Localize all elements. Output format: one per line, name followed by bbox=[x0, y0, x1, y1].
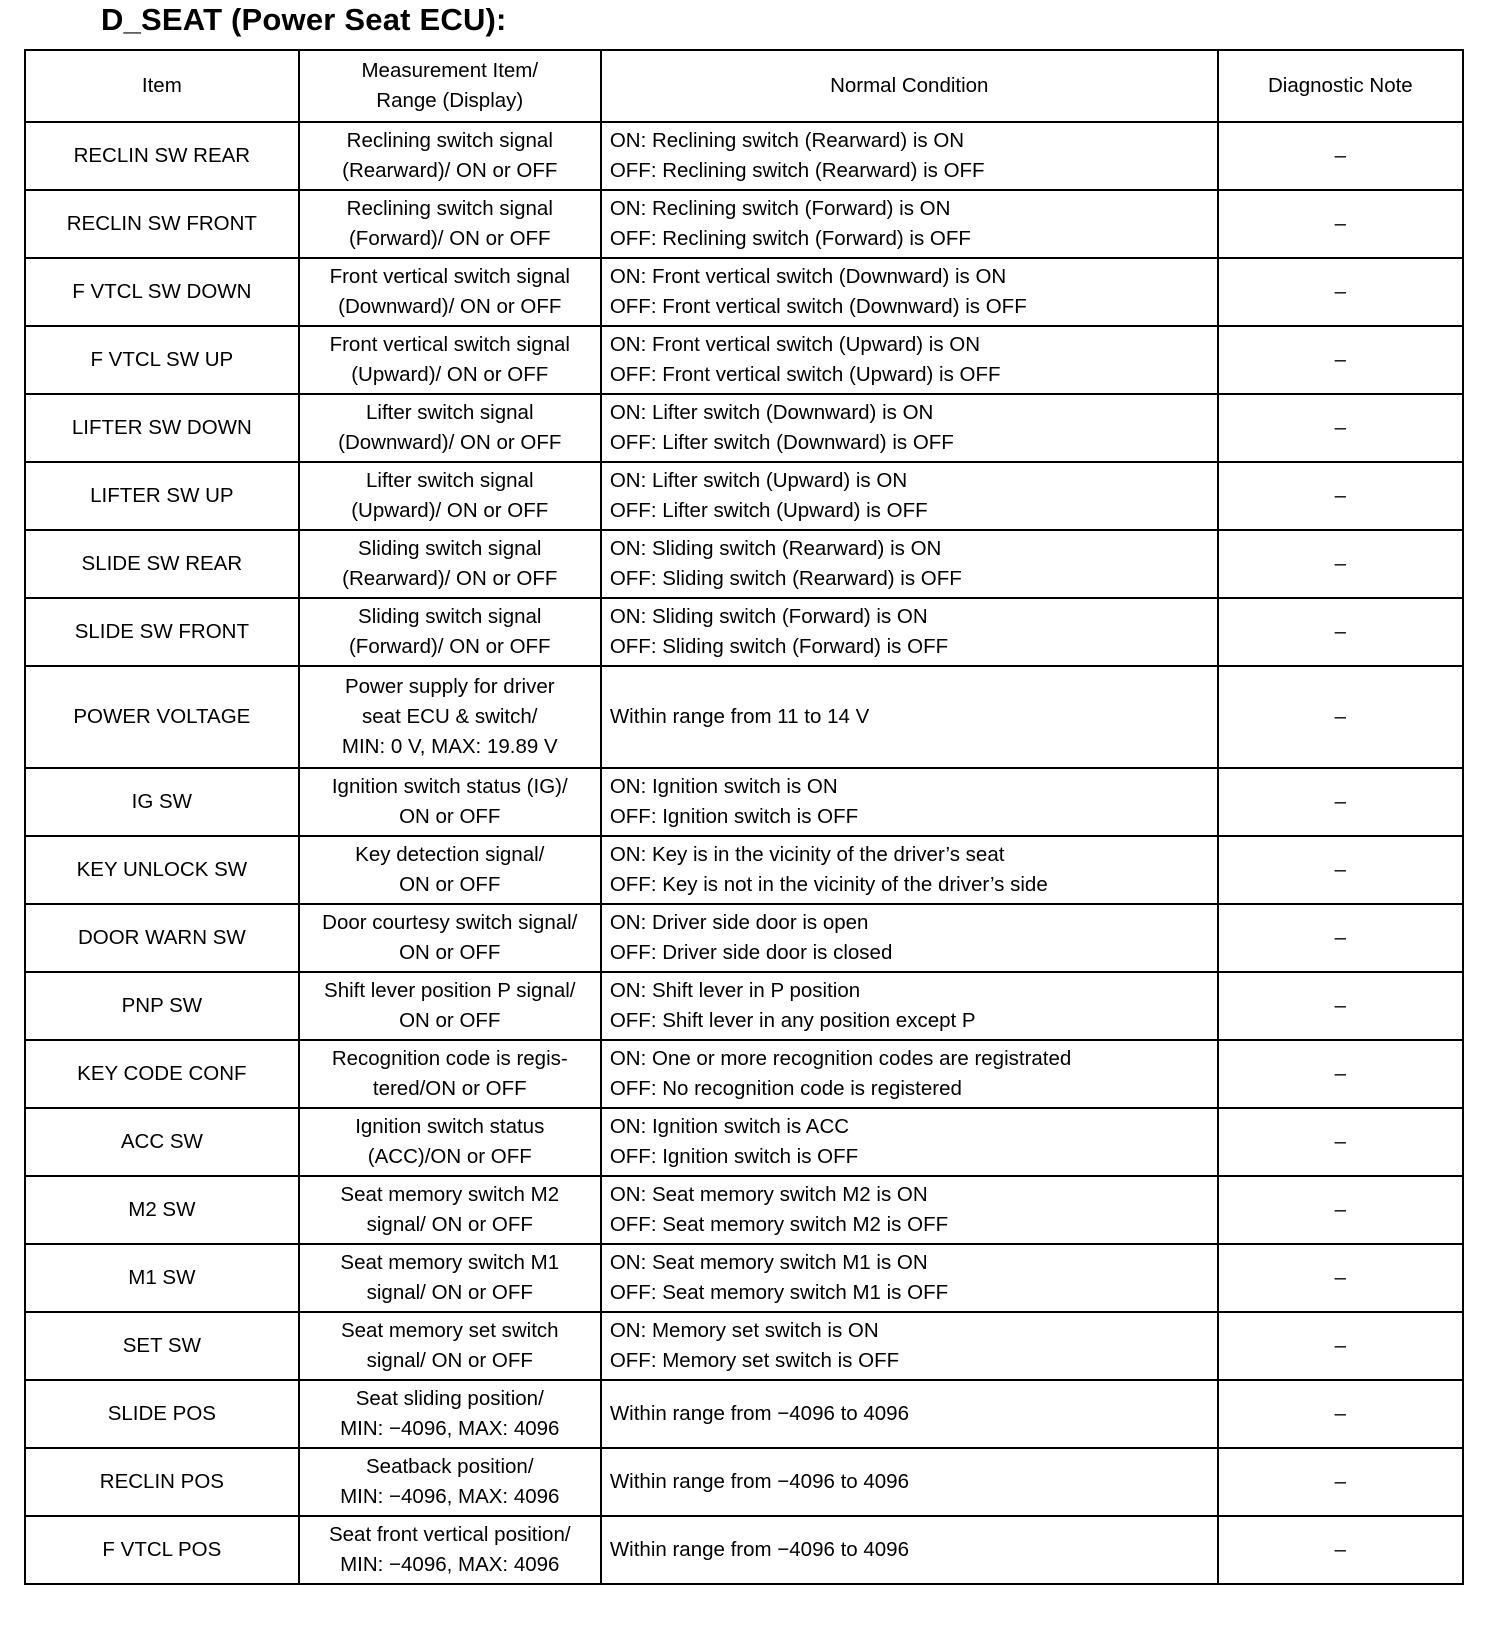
cell-measurement bbox=[299, 904, 601, 972]
condition-line: ON: Key is in the vicinity of the driver’s seat bbox=[609, 843, 1005, 866]
cell-measurement bbox=[299, 666, 601, 768]
condition-line: OFF: Ignition switch is OFF bbox=[609, 805, 859, 828]
measurement-line: Seat memory switch M2 bbox=[340, 1183, 560, 1206]
cell-measurement bbox=[299, 394, 601, 462]
cell-measurement bbox=[299, 972, 601, 1040]
cell-measurement bbox=[299, 1040, 601, 1108]
measurement-line: (Rearward)/ ON or OFF bbox=[342, 567, 558, 590]
cell-note: – bbox=[1218, 836, 1463, 904]
cell-measurement bbox=[299, 768, 601, 836]
cell-note: – bbox=[1218, 666, 1463, 768]
measurement-line: Seat memory set switch bbox=[340, 1319, 559, 1342]
header-item: Item bbox=[25, 50, 299, 122]
cell-condition bbox=[601, 598, 1218, 666]
cell-measurement bbox=[299, 1244, 601, 1312]
condition-line: OFF: Lifter switch (Upward) is OFF bbox=[609, 499, 928, 522]
measurement-line: ON or OFF bbox=[399, 1009, 501, 1032]
cell-measurement bbox=[299, 598, 601, 666]
condition-line: ON: Lifter switch (Upward) is ON bbox=[609, 469, 908, 492]
cell-note: – bbox=[1218, 1516, 1463, 1584]
condition-line: OFF: No recognition code is registered bbox=[609, 1077, 962, 1100]
measurement-line: (Downward)/ ON or OFF bbox=[338, 295, 562, 318]
condition-line: OFF: Seat memory switch M1 is OFF bbox=[609, 1281, 949, 1304]
table-body bbox=[25, 122, 1463, 1584]
condition-line: OFF: Shift lever in any position except P bbox=[609, 1009, 976, 1032]
cell-measurement bbox=[299, 1312, 601, 1380]
cell-item: SLIDE SW REAR bbox=[25, 530, 299, 598]
cell-item: M1 SW bbox=[25, 1244, 299, 1312]
measurement-line: signal/ ON or OFF bbox=[366, 1213, 533, 1236]
condition-line: ON: Seat memory switch M2 is ON bbox=[609, 1183, 928, 1206]
condition-line: ON: Lifter switch (Downward) is ON bbox=[609, 401, 934, 424]
header-note: Diagnostic Note bbox=[1218, 50, 1463, 122]
cell-note: – bbox=[1218, 904, 1463, 972]
header-row bbox=[25, 50, 1463, 122]
cell-note: – bbox=[1218, 1108, 1463, 1176]
measurement-line: Reclining switch signal bbox=[346, 197, 553, 220]
table-row bbox=[25, 1312, 1463, 1380]
condition-line: OFF: Lifter switch (Downward) is OFF bbox=[609, 431, 954, 454]
table-row bbox=[25, 394, 1463, 462]
cell-note: – bbox=[1218, 258, 1463, 326]
condition-line: OFF: Front vertical switch (Downward) is OFF bbox=[609, 295, 1027, 318]
cell-note: – bbox=[1218, 768, 1463, 836]
cell-measurement bbox=[299, 462, 601, 530]
measurement-line: Seat sliding position/ bbox=[355, 1387, 544, 1410]
cell-item: RECLIN SW FRONT bbox=[25, 190, 299, 258]
table-row bbox=[25, 1448, 1463, 1516]
table-row bbox=[25, 122, 1463, 190]
measurement-line: signal/ ON or OFF bbox=[366, 1281, 533, 1304]
condition-line: ON: Ignition switch is ON bbox=[609, 775, 838, 798]
condition-line: ON: Reclining switch (Forward) is ON bbox=[609, 197, 951, 220]
condition-line: OFF: Driver side door is closed bbox=[609, 941, 893, 964]
measurement-line: signal/ ON or OFF bbox=[366, 1349, 533, 1372]
cell-measurement bbox=[299, 1108, 601, 1176]
measurement-line: Sliding switch signal bbox=[358, 605, 542, 628]
condition-line: OFF: Front vertical switch (Upward) is OFF bbox=[609, 363, 1001, 386]
condition-line: ON: Front vertical switch (Downward) is ON bbox=[609, 265, 1007, 288]
cell-note: – bbox=[1218, 1380, 1463, 1448]
cell-condition bbox=[601, 462, 1218, 530]
measurement-line: Shift lever position P signal/ bbox=[324, 979, 576, 1002]
table-row bbox=[25, 836, 1463, 904]
page-title: D_SEAT (Power Seat ECU): bbox=[101, 2, 507, 37]
cell-item: F VTCL SW UP bbox=[25, 326, 299, 394]
measurement-line: Ignition switch status (IG)/ bbox=[331, 775, 568, 798]
cell-item: DOOR WARN SW bbox=[25, 904, 299, 972]
measurement-line: ON or OFF bbox=[399, 805, 501, 828]
cell-condition bbox=[601, 1312, 1218, 1380]
cell-item: SET SW bbox=[25, 1312, 299, 1380]
measurement-line: Door courtesy switch signal/ bbox=[322, 911, 578, 934]
cell-note: – bbox=[1218, 972, 1463, 1040]
condition-line: ON: One or more recognition codes are registrated bbox=[609, 1047, 1072, 1070]
condition-line: OFF: Reclining switch (Forward) is OFF bbox=[609, 227, 971, 250]
cell-condition bbox=[601, 1380, 1218, 1448]
condition-line: ON: Memory set switch is ON bbox=[609, 1319, 879, 1342]
header-measurement bbox=[299, 50, 601, 122]
cell-note: – bbox=[1218, 1448, 1463, 1516]
cell-note: – bbox=[1218, 462, 1463, 530]
table-row bbox=[25, 1108, 1463, 1176]
cell-item: SLIDE POS bbox=[25, 1380, 299, 1448]
table-row bbox=[25, 462, 1463, 530]
measurement-line: MIN: −4096, MAX: 4096 bbox=[340, 1417, 560, 1440]
cell-item: KEY UNLOCK SW bbox=[25, 836, 299, 904]
measurement-line: seat ECU & switch/ bbox=[362, 705, 538, 728]
table-row bbox=[25, 904, 1463, 972]
cell-item: RECLIN SW REAR bbox=[25, 122, 299, 190]
cell-condition bbox=[601, 1176, 1218, 1244]
cell-item: F VTCL POS bbox=[25, 1516, 299, 1584]
cell-measurement bbox=[299, 836, 601, 904]
cell-note: – bbox=[1218, 1244, 1463, 1312]
condition-line: OFF: Key is not in the vicinity of the driver’s side bbox=[609, 873, 1048, 896]
table-row bbox=[25, 1380, 1463, 1448]
table-row bbox=[25, 258, 1463, 326]
cell-condition bbox=[601, 122, 1218, 190]
table-row bbox=[25, 768, 1463, 836]
table-row bbox=[25, 1176, 1463, 1244]
measurement-line: tered/ON or OFF bbox=[372, 1077, 527, 1100]
table-row bbox=[25, 972, 1463, 1040]
condition-line: OFF: Reclining switch (Rearward) is OFF bbox=[609, 159, 985, 182]
condition-line: ON: Seat memory switch M1 is ON bbox=[609, 1251, 928, 1274]
cell-note: – bbox=[1218, 122, 1463, 190]
measurement-line: Seat memory switch M1 bbox=[340, 1251, 560, 1274]
condition-line: ON: Ignition switch is ACC bbox=[609, 1115, 850, 1138]
cell-condition bbox=[601, 1448, 1218, 1516]
cell-condition bbox=[601, 836, 1218, 904]
table-row bbox=[25, 530, 1463, 598]
table-row bbox=[25, 1516, 1463, 1584]
condition-line: ON: Front vertical switch (Upward) is ON bbox=[609, 333, 981, 356]
header-measurement-line: Range (Display) bbox=[376, 89, 524, 112]
condition-line: ON: Sliding switch (Forward) is ON bbox=[609, 605, 928, 628]
cell-condition bbox=[601, 1108, 1218, 1176]
cell-condition bbox=[601, 904, 1218, 972]
measurement-line: MIN: −4096, MAX: 4096 bbox=[340, 1485, 560, 1508]
measurement-line: Power supply for driver bbox=[344, 675, 555, 698]
cell-note: – bbox=[1218, 394, 1463, 462]
cell-condition bbox=[601, 1040, 1218, 1108]
measurement-line: (Upward)/ ON or OFF bbox=[351, 499, 549, 522]
cell-note: – bbox=[1218, 190, 1463, 258]
measurement-line: Front vertical switch signal bbox=[329, 333, 570, 356]
cell-measurement bbox=[299, 1448, 601, 1516]
cell-condition bbox=[601, 530, 1218, 598]
condition-line: Within range from 11 to 14 V bbox=[609, 705, 870, 728]
condition-line: OFF: Memory set switch is OFF bbox=[609, 1349, 900, 1372]
condition-line: Within range from −4096 to 4096 bbox=[609, 1402, 909, 1425]
header-measurement-line: Measurement Item/ bbox=[361, 59, 539, 82]
cell-condition bbox=[601, 768, 1218, 836]
cell-measurement bbox=[299, 1516, 601, 1584]
measurement-line: Sliding switch signal bbox=[358, 537, 542, 560]
cell-condition bbox=[601, 394, 1218, 462]
cell-item: ACC SW bbox=[25, 1108, 299, 1176]
cell-measurement bbox=[299, 326, 601, 394]
cell-condition bbox=[601, 972, 1218, 1040]
cell-note: – bbox=[1218, 1176, 1463, 1244]
cell-measurement bbox=[299, 1380, 601, 1448]
table-row bbox=[25, 666, 1463, 768]
cell-item: PNP SW bbox=[25, 972, 299, 1040]
table-row bbox=[25, 1244, 1463, 1312]
table-row bbox=[25, 598, 1463, 666]
cell-condition bbox=[601, 1516, 1218, 1584]
cell-note: – bbox=[1218, 326, 1463, 394]
table-row bbox=[25, 190, 1463, 258]
cell-condition bbox=[601, 190, 1218, 258]
condition-line: ON: Sliding switch (Rearward) is ON bbox=[609, 537, 942, 560]
cell-measurement bbox=[299, 1176, 601, 1244]
cell-measurement bbox=[299, 530, 601, 598]
measurement-line: ON or OFF bbox=[399, 873, 501, 896]
cell-item: POWER VOLTAGE bbox=[25, 666, 299, 768]
cell-item: KEY CODE CONF bbox=[25, 1040, 299, 1108]
cell-condition bbox=[601, 258, 1218, 326]
cell-condition bbox=[601, 326, 1218, 394]
measurement-line: Front vertical switch signal bbox=[329, 265, 570, 288]
condition-line: ON: Driver side door is open bbox=[609, 911, 869, 934]
measurement-line: Key detection signal/ bbox=[355, 843, 545, 866]
table-row bbox=[25, 1040, 1463, 1108]
measurement-line: (ACC)/ON or OFF bbox=[367, 1145, 532, 1168]
cell-measurement bbox=[299, 122, 601, 190]
condition-line: ON: Shift lever in P position bbox=[609, 979, 861, 1002]
condition-line: Within range from −4096 to 4096 bbox=[609, 1470, 909, 1493]
cell-item: LIFTER SW DOWN bbox=[25, 394, 299, 462]
measurement-line: (Rearward)/ ON or OFF bbox=[342, 159, 558, 182]
cell-measurement bbox=[299, 258, 601, 326]
measurement-line: (Forward)/ ON or OFF bbox=[348, 635, 551, 658]
condition-line: Within range from −4096 to 4096 bbox=[609, 1538, 909, 1561]
measurement-line: (Downward)/ ON or OFF bbox=[338, 431, 562, 454]
measurement-line: Seat front vertical position/ bbox=[328, 1523, 571, 1546]
measurement-line: ON or OFF bbox=[399, 941, 501, 964]
cell-condition bbox=[601, 666, 1218, 768]
condition-line: OFF: Sliding switch (Forward) is OFF bbox=[609, 635, 949, 658]
header-condition: Normal Condition bbox=[601, 50, 1218, 122]
cell-measurement bbox=[299, 190, 601, 258]
measurement-line: Reclining switch signal bbox=[346, 129, 553, 152]
measurement-line: (Upward)/ ON or OFF bbox=[351, 363, 549, 386]
cell-item: IG SW bbox=[25, 768, 299, 836]
cell-item: LIFTER SW UP bbox=[25, 462, 299, 530]
measurement-line: (Forward)/ ON or OFF bbox=[348, 227, 551, 250]
cell-note: – bbox=[1218, 598, 1463, 666]
table-header bbox=[25, 50, 1463, 122]
condition-line: OFF: Sliding switch (Rearward) is OFF bbox=[609, 567, 962, 590]
cell-item: F VTCL SW DOWN bbox=[25, 258, 299, 326]
cell-item: RECLIN POS bbox=[25, 1448, 299, 1516]
measurement-line: MIN: −4096, MAX: 4096 bbox=[340, 1553, 560, 1576]
data-table bbox=[24, 49, 1464, 1585]
measurement-line: Recognition code is regis- bbox=[331, 1047, 568, 1070]
cell-condition bbox=[601, 1244, 1218, 1312]
cell-note: – bbox=[1218, 530, 1463, 598]
measurement-line: Seatback position/ bbox=[366, 1455, 534, 1478]
condition-line: OFF: Seat memory switch M2 is OFF bbox=[609, 1213, 949, 1236]
cell-item: SLIDE SW FRONT bbox=[25, 598, 299, 666]
measurement-line: Lifter switch signal bbox=[366, 469, 534, 492]
measurement-line: MIN: 0 V, MAX: 19.89 V bbox=[341, 735, 558, 758]
measurement-line: Ignition switch status bbox=[355, 1115, 545, 1138]
cell-item: M2 SW bbox=[25, 1176, 299, 1244]
cell-note: – bbox=[1218, 1040, 1463, 1108]
table-row bbox=[25, 326, 1463, 394]
condition-line: OFF: Ignition switch is OFF bbox=[609, 1145, 859, 1168]
cell-note: – bbox=[1218, 1312, 1463, 1380]
measurement-line: Lifter switch signal bbox=[366, 401, 534, 424]
condition-line: ON: Reclining switch (Rearward) is ON bbox=[609, 129, 965, 152]
